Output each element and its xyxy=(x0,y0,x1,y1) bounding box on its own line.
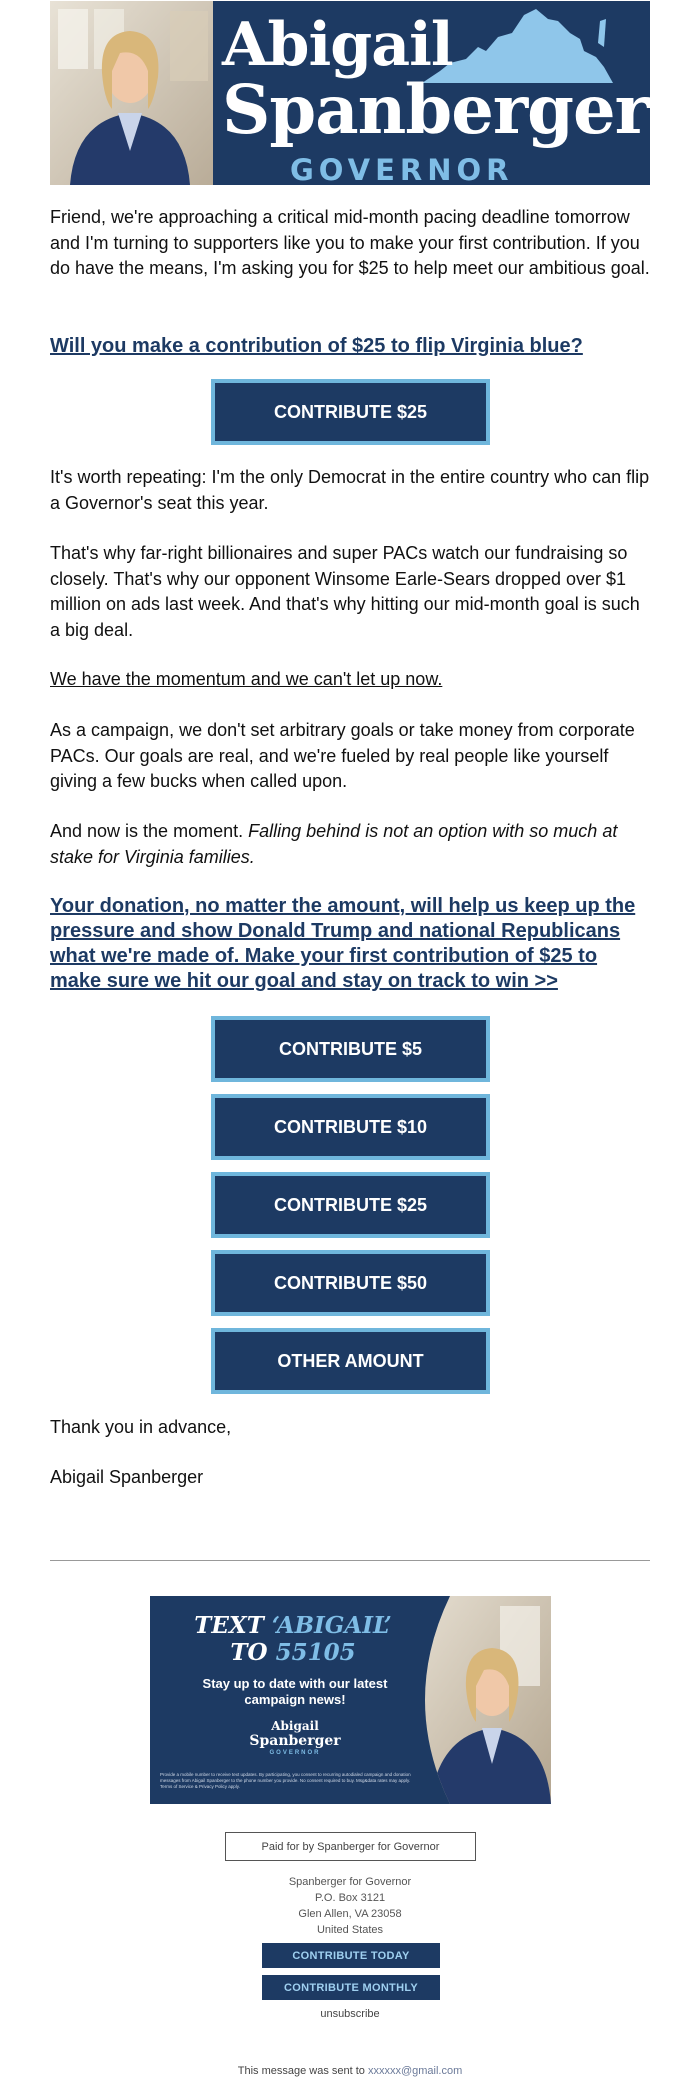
footer-divider xyxy=(50,1560,650,1561)
footer-country: United States xyxy=(316,1924,384,1936)
contribute-today-button[interactable]: CONTRIBUTE TODAY xyxy=(262,1943,440,1968)
text-signup-shortcode: 55105 xyxy=(275,1639,356,1666)
text-signup-keyword: ‘ABIGAIL’ xyxy=(271,1612,392,1639)
header-last-name: Spanberger xyxy=(222,70,649,149)
recipient-email: xxxxxx@gmail.com xyxy=(367,2065,463,2077)
closing-thanks: Thank you in advance, xyxy=(50,1417,232,1437)
contribute-10-button[interactable]: CONTRIBUTE $10 xyxy=(211,1094,490,1160)
body-paragraph-2: That's why far-right billionaires and super PACs watch our fundraising so closely. That's why our opponent Winsome Earle-Sears dropped over $1 million on ads last week. And that's why hitting our mid-month goal is such a big deal. xyxy=(50,543,640,640)
paid-for-disclaimer: Paid for by Spanberger for Governor xyxy=(225,1832,476,1861)
momentum-line: We have the momentum and we can't let up now. xyxy=(50,669,443,689)
header-office: GOVERNOR xyxy=(290,153,514,185)
text-signup-logo-office: GOVERNOR xyxy=(269,1750,321,1756)
body-paragraph-5-plain: And now is the moment. xyxy=(50,821,249,841)
contribute-5-button[interactable]: CONTRIBUTE $5 xyxy=(211,1016,490,1082)
contribute-50-button[interactable]: CONTRIBUTE $50 xyxy=(211,1250,490,1316)
footer-org: Spanberger for Governor xyxy=(288,1876,412,1888)
text-signup-fine-print: Provide a mobile number to receive text updates. By participating, you consent to recurring autodialed campaign and donation messages from Abigail Spanberger to the phone number you provide. No consent required to buy. Msg&data rates may apply. Terms of Service & Privacy Policy apply. xyxy=(160,1772,411,1789)
body-paragraph-5 xyxy=(50,819,650,870)
donation-pitch-link[interactable]: Your donation, no matter the amount, will help us keep up the pressure and show Donald Trump and national Republicans what we're made of. Make your first contribution of $25 to make sure we hit our goal and stay on track to win >> xyxy=(50,895,636,992)
body-paragraph-1: It's worth repeating: I'm the only Democrat in the entire country who can flip a Governor's seat this year. xyxy=(50,467,650,513)
text-signup-banner[interactable] xyxy=(150,1596,551,1804)
unsubscribe-link[interactable]: unsubscribe xyxy=(320,2008,380,2020)
text-signup-logo-first: Abigail xyxy=(271,1719,319,1733)
body-paragraph-5-italic: Falling behind is not an option with so much at stake for Virginia families. xyxy=(50,821,618,867)
text-signup-title-1a: TEXT xyxy=(194,1612,272,1639)
contribute-monthly-button[interactable]: CONTRIBUTE MONTHLY xyxy=(262,1975,440,2000)
footer-city: Glen Allen, VA 23058 xyxy=(298,1908,402,1920)
text-signup-title-2a: TO xyxy=(230,1639,276,1666)
footer-po-box: P.O. Box 3121 xyxy=(314,1892,386,1904)
sent-to-notice xyxy=(150,2065,550,2077)
body-paragraph-4: As a campaign, we don't set arbitrary goals or take money from corporate PACs. Our goals are real, and we're fueled by real people like yourself giving a few bucks when called upon. xyxy=(50,720,635,791)
candidate-photo xyxy=(50,1,213,185)
contribute-25-link[interactable]: Will you make a contribution of $25 to flip Virginia blue? xyxy=(50,335,583,357)
contribute-25-button[interactable]: CONTRIBUTE $25 xyxy=(211,379,490,445)
header-banner[interactable] xyxy=(50,1,650,185)
text-signup-logo-last: Spanberger xyxy=(249,1733,341,1749)
sent-to-prefix: This message was sent to xyxy=(237,2065,368,2077)
contribute-25-button-2[interactable]: CONTRIBUTE $25 xyxy=(211,1172,490,1238)
header-first-name: Abigail xyxy=(222,10,453,80)
text-signup-title xyxy=(178,1612,408,1666)
signature: Abigail Spanberger xyxy=(50,1467,204,1487)
text-signup-subtitle: Stay up to date with our latest campaign news! xyxy=(202,1676,388,1707)
other-amount-button[interactable]: OTHER AMOUNT xyxy=(211,1328,490,1394)
intro-paragraph: Friend, we're approaching a critical mid-month pacing deadline tomorrow and I'm turning to supporters like you to make your first contribution. If you do have the means, I'm asking you for $25 to help meet our ambitious goal. xyxy=(50,207,650,278)
candidate-photo-small xyxy=(410,1596,551,1804)
